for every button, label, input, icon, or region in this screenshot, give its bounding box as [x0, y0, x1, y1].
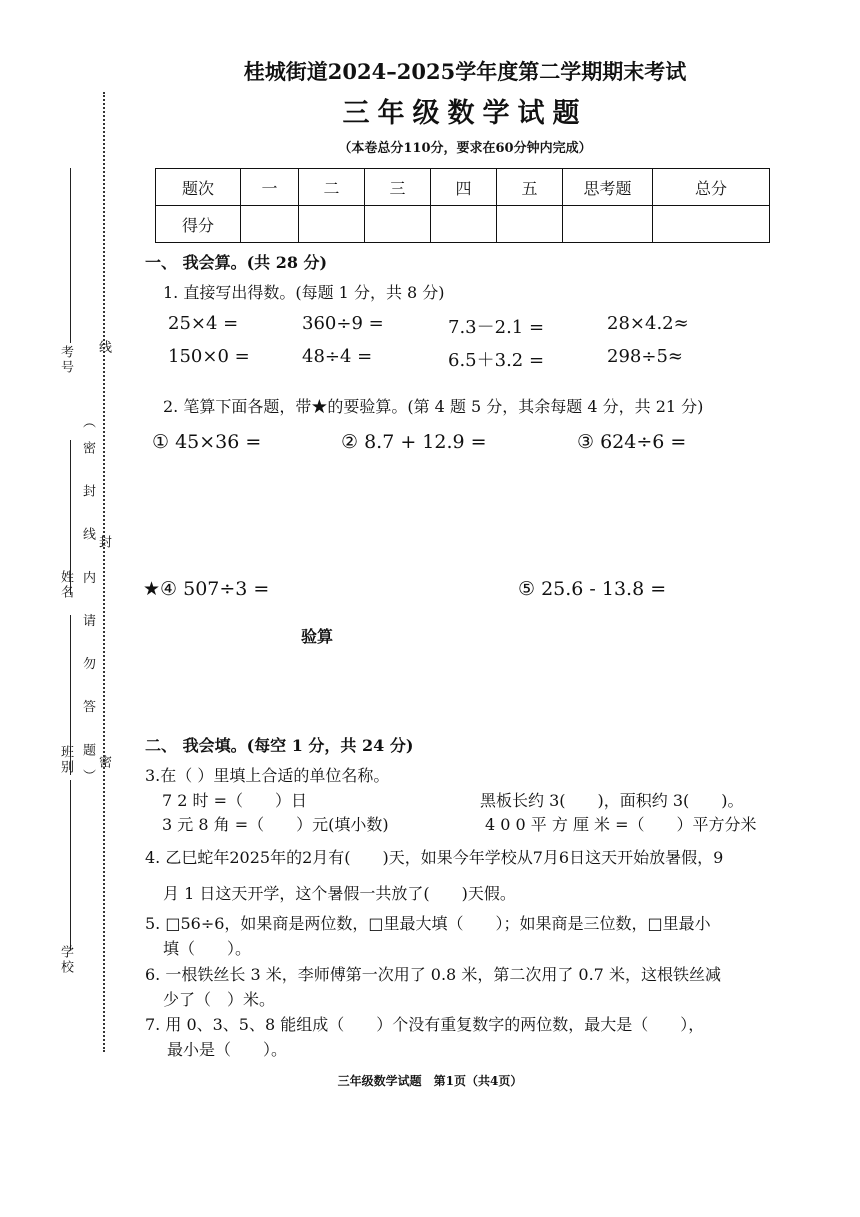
q1-item: 150×0 = [168, 346, 250, 367]
q3-line: 4 0 0 平 方 厘 米 =（ ）平方分米 [485, 815, 757, 834]
q1-item: 28×4.2≈ [607, 313, 689, 334]
q1-item: 48÷4 = [302, 346, 373, 367]
score-input-cell[interactable] [431, 206, 497, 243]
page-footer: 三年级数学试题 第1页（共4页） [337, 1074, 523, 1088]
q1-item: 298÷5≈ [607, 346, 683, 367]
q7-line: 7. 用 0、3、5、8 能组成（ ）个没有重复数字的两位数，最大是（ ）， [145, 1015, 705, 1034]
exam-subtitle: 三年级数学试题 [342, 98, 588, 129]
score-cell: 二 [299, 169, 365, 206]
q2-item: ① 45×36 = [152, 431, 262, 453]
q6-line: 6. 一根铁丝长 3 米，李师傅第一次用了 0.8 米，第二次用了 0.7 米，这根铁丝减 [145, 965, 721, 984]
binding-mi: 密 [96, 755, 111, 770]
q2-item: ⑤ 25.6 - 13.8 = [518, 578, 667, 600]
score-cell: 三 [365, 169, 431, 206]
section2-heading: 二、 我会填。(每空 1 分，共 24 分) [145, 736, 414, 755]
score-input-cell[interactable] [365, 206, 431, 243]
score-table-header-row [156, 169, 770, 206]
score-input-cell[interactable] [299, 206, 365, 243]
score-cell: 得分 [156, 206, 241, 243]
q7-line: 最小是（ ）。 [167, 1040, 288, 1059]
q5-line: 5. □56÷6，如果商是两位数，□里最大填（ ）；如果商是三位数，□里最小 [145, 914, 711, 933]
xuexiao-label: 学校 [58, 945, 73, 975]
score-cell: 思考题 [563, 169, 653, 206]
xuexiao-underline [70, 780, 71, 950]
score-table [155, 168, 770, 243]
q5-line: 填（ ）。 [163, 939, 252, 958]
score-cell: 五 [497, 169, 563, 206]
q3-line: 3.在（ ）里填上合适的单位名称。 [145, 766, 390, 785]
score-table-score-row [156, 206, 770, 243]
xingming-label: 姓名 [58, 570, 73, 600]
kaohao-label: 考号 [58, 345, 73, 375]
q2-item: ★④ 507÷3 = [143, 578, 270, 600]
q1-item: 7.3－2.1 = [448, 317, 545, 338]
exam-title: 桂城街道2024–2025学年度第二学期期末考试 [243, 59, 687, 84]
q1-item: 6.5＋3.2 = [448, 350, 545, 371]
score-cell: 题次 [156, 169, 241, 206]
q1-title: 1. 直接写出得数。(每题 1 分，共 8 分) [163, 283, 445, 302]
q3-line: 7 2 时 =（ ）日 [162, 791, 308, 810]
binding-feng: 封 [96, 535, 111, 550]
score-cell: 总分 [653, 169, 770, 206]
q1-item: 360÷9 = [302, 313, 384, 334]
q3-line: 3 元 8 角 =（ ）元(填小数) [162, 815, 389, 834]
kaohao-underline [70, 168, 71, 343]
banbie-label: 班别 [58, 745, 73, 775]
q1-item: 25×4 = [168, 313, 239, 334]
section1-heading: 一、 我会算。(共 28 分) [145, 253, 328, 272]
score-cell: 一 [241, 169, 299, 206]
check-label: 验算 [301, 627, 334, 646]
q4-line: 4. 乙巳蛇年2025年的2月有( )天，如果今年学校从7月6日这天开始放暑假，9 [145, 848, 724, 867]
score-input-cell[interactable] [241, 206, 299, 243]
q4-line: 月 1 日这天开学，这个暑假一共放了( )天假。 [163, 884, 516, 903]
exam-note: （本卷总分110分，要求在60分钟内完成） [338, 141, 592, 156]
score-cell: 四 [431, 169, 497, 206]
binding-dotted-line [103, 92, 105, 1052]
q3-line: 黑板长约 3( )，面积约 3( )。 [480, 791, 744, 810]
binding-xian: 线 [96, 340, 111, 355]
q2-title: 2. 笔算下面各题，带★的要验算。(第 4 题 5 分，其余每题 4 分，共 21 分) [163, 397, 704, 416]
score-input-cell[interactable] [563, 206, 653, 243]
score-input-cell[interactable] [497, 206, 563, 243]
q6-line: 少了（ ）米。 [163, 990, 276, 1009]
q2-item: ③ 624÷6 = [577, 431, 687, 453]
binding-warning: （密 封 线 内 请 勿 答 题） [80, 415, 95, 795]
q2-item: ② 8.7 + 12.9 = [341, 431, 487, 453]
score-input-cell[interactable] [653, 206, 770, 243]
